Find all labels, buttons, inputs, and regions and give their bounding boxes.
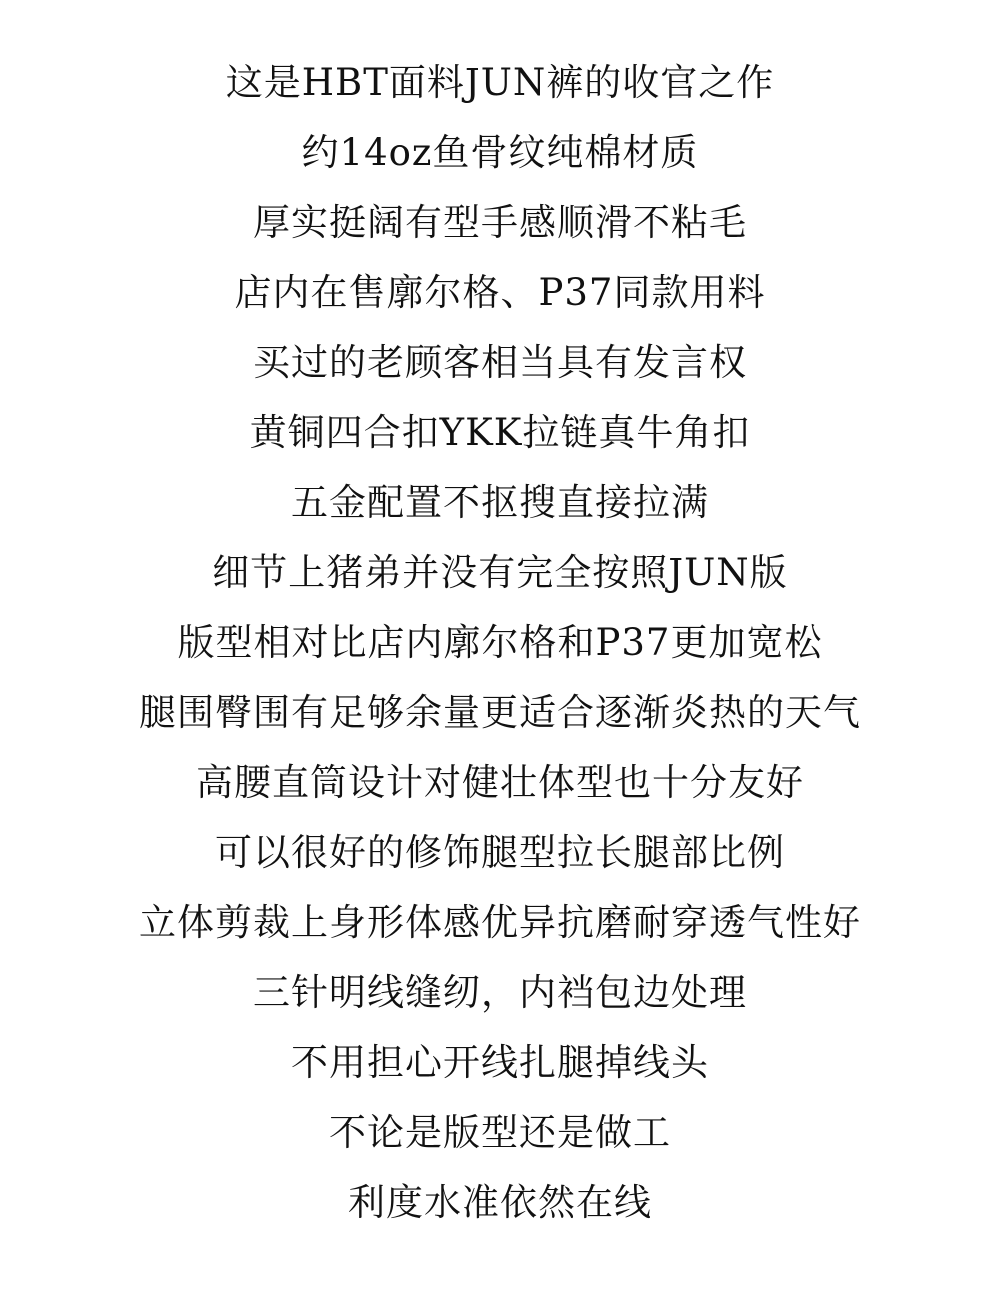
text-line: 黄铜四合扣YKK拉链真牛角扣 (249, 411, 751, 454)
text-line: 可以很好的修饰腿型拉长腿部比例 (215, 831, 785, 874)
text-lines (0, 48, 1000, 1238)
text-line: 细节上猪弟并没有完全按照JUN版 (212, 551, 788, 594)
text-line: 店内在售廓尔格、P37同款用料 (234, 271, 766, 314)
text-line: 约14oz鱼骨纹纯棉材质 (301, 131, 699, 174)
text-line: 不论是版型还是做工 (329, 1111, 671, 1154)
text-line: 立体剪裁上身形体感优异抗磨耐穿透气性好 (139, 901, 861, 944)
text-line: 利度水准依然在线 (348, 1181, 652, 1224)
text-line: 三针明线缝纫，内裆包边处理 (253, 971, 747, 1014)
text-line: 版型相对比店内廓尔格和P37更加宽松 (177, 621, 823, 664)
text-line: 五金配置不抠搜直接拉满 (291, 481, 709, 524)
text-line: 这是HBT面料JUN裤的收官之作 (225, 61, 775, 104)
text-line: 高腰直筒设计对健壮体型也十分友好 (196, 761, 804, 804)
text-line: 不用担心开线扎腿掉线头 (291, 1041, 709, 1084)
text-line: 厚实挺阔有型手感顺滑不粘毛 (253, 201, 747, 244)
text-line: 腿围臀围有足够余量更适合逐渐炎热的天气 (139, 691, 861, 734)
text-line: 买过的老顾客相当具有发言权 (253, 341, 747, 384)
